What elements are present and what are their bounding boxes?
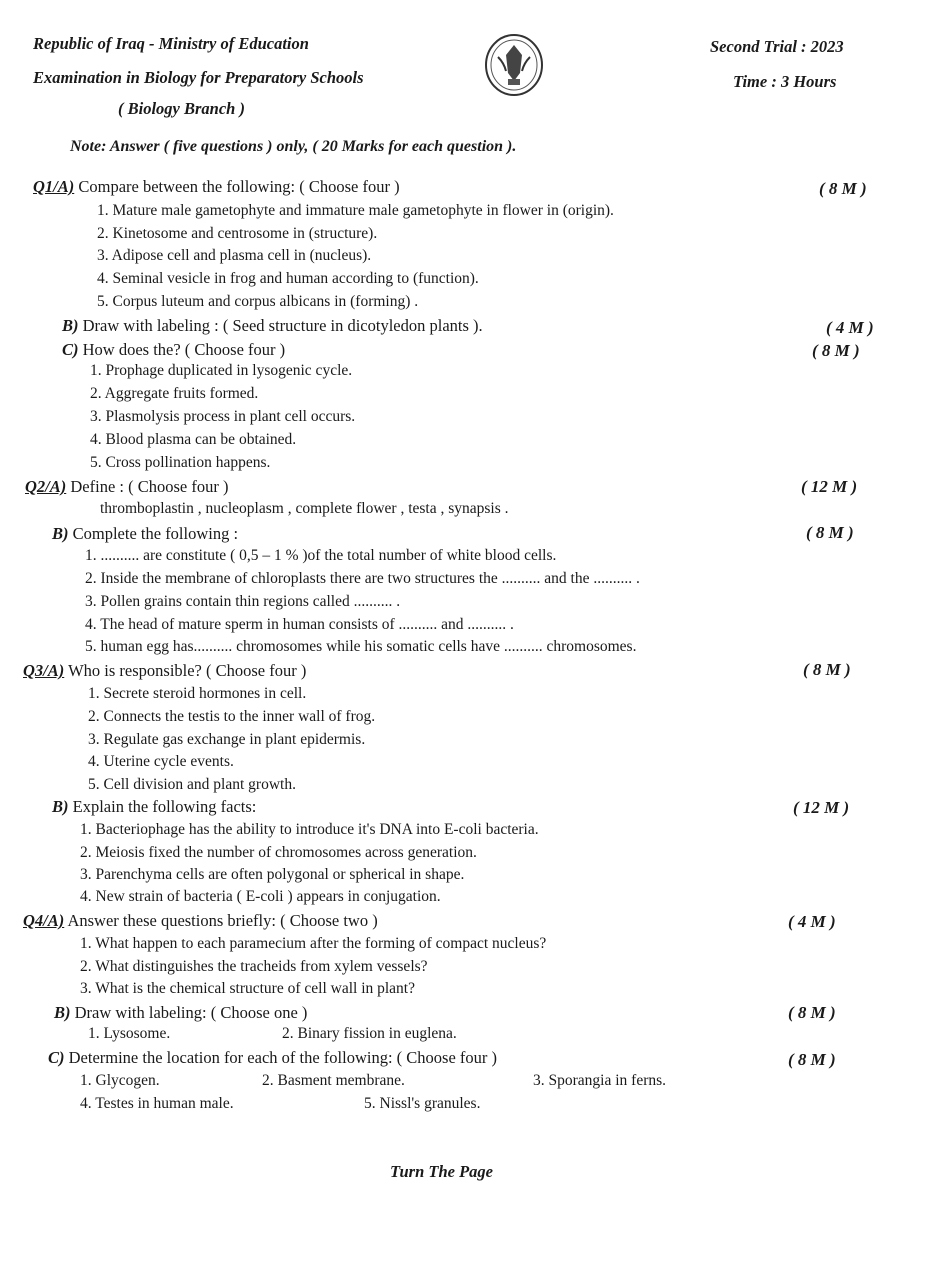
q3-b-item: 4. New strain of bacteria ( E-coli ) appears in conjugation. bbox=[80, 888, 441, 905]
q1-a-marks: ( 8 M ) bbox=[819, 179, 867, 198]
q1-c-heading bbox=[62, 340, 285, 360]
q4-a-item: 1. What happen to each paramecium after the forming of compact nucleus? bbox=[80, 935, 547, 952]
q4-c-label: C) bbox=[48, 1048, 65, 1067]
q3-b-text: Explain the following facts: bbox=[72, 797, 257, 816]
header-branch: ( Biology Branch ) bbox=[118, 99, 245, 118]
q2-b-item: 1. .......... are constitute ( 0,5 – 1 % )of the total number of white blood cells. bbox=[85, 547, 557, 564]
q4-a-text: Answer these questions briefly: ( Choose two ) bbox=[67, 911, 378, 930]
q2-b-heading bbox=[52, 524, 238, 544]
q4-c-item: 4. Testes in human male. bbox=[80, 1095, 234, 1112]
q1-c-item: 1. Prophage duplicated in lysogenic cycle. bbox=[90, 362, 353, 379]
q3-a-item: 2. Connects the testis to the inner wall of frog. bbox=[88, 708, 376, 725]
q1-b-text: Draw with labeling : ( Seed structure in dicotyledon plants ). bbox=[82, 316, 483, 335]
q1-a-item: 5. Corpus luteum and corpus albicans in (forming) . bbox=[97, 293, 419, 310]
q1-a-label: Q1/A) bbox=[33, 177, 75, 196]
q2-a-heading bbox=[25, 477, 228, 497]
q2-b-marks: ( 8 M ) bbox=[806, 523, 854, 542]
q2-b-item: 2. Inside the membrane of chloroplasts there are two structures the .......... and the .......... . bbox=[85, 570, 640, 587]
q3-a-item: 3. Regulate gas exchange in plant epidermis. bbox=[88, 731, 366, 748]
q1-c-item: 2. Aggregate fruits formed. bbox=[90, 385, 259, 402]
q2-b-item: 5. human egg has.......... chromosomes while his somatic cells have .......... chromosomes. bbox=[85, 638, 637, 655]
q3-b-item: 1. Bacteriophage has the ability to introduce it's DNA into E-coli bacteria. bbox=[80, 821, 539, 838]
header-exam-title: Examination in Biology for Preparatory Schools bbox=[33, 68, 364, 87]
q4-c-item: 3. Sporangia in ferns. bbox=[533, 1072, 667, 1089]
q1-b-label: B) bbox=[62, 316, 79, 335]
q2-b-label: B) bbox=[52, 524, 69, 543]
q3-b-label: B) bbox=[52, 797, 69, 816]
q3-b-heading bbox=[52, 797, 256, 817]
q3-a-item: 4. Uterine cycle events. bbox=[88, 753, 234, 770]
q4-c-item: 1. Glycogen. bbox=[80, 1072, 160, 1089]
q3-a-item: 1. Secrete steroid hormones in cell. bbox=[88, 685, 307, 702]
q4-c-item: 5. Nissl's granules. bbox=[364, 1095, 481, 1112]
q1-a-heading bbox=[33, 177, 400, 197]
q1-b-marks: ( 4 M ) bbox=[826, 318, 874, 337]
q1-a-item: 4. Seminal vesicle in frog and human according to (function). bbox=[97, 270, 479, 287]
exam-note: Note: Answer ( five questions ) only, ( 20 Marks for each question ). bbox=[70, 138, 517, 155]
q2-a-text: Define : ( Choose four ) bbox=[70, 477, 229, 496]
q4-c-marks: ( 8 M ) bbox=[788, 1050, 836, 1069]
q4-b-item: 1. Lysosome. bbox=[88, 1025, 171, 1042]
q1-a-item: 1. Mature male gametophyte and immature male gametophyte in flower in (origin). bbox=[97, 202, 614, 219]
iraq-coat-of-arms-seal-icon bbox=[484, 33, 544, 97]
q2-a-marks: ( 12 M ) bbox=[801, 477, 858, 496]
q3-a-text: Who is responsible? ( Choose four ) bbox=[68, 661, 307, 680]
q1-c-item: 4. Blood plasma can be obtained. bbox=[90, 431, 297, 448]
q4-b-label: B) bbox=[54, 1003, 71, 1022]
q1-a-item: 2. Kinetosome and centrosome in (structure). bbox=[97, 225, 378, 242]
q1-c-text: How does the? ( Choose four ) bbox=[82, 340, 286, 359]
q1-b-heading bbox=[62, 316, 483, 336]
header-trial: Second Trial : 2023 bbox=[710, 37, 844, 56]
q3-a-heading bbox=[23, 661, 306, 681]
q4-a-marks: ( 4 M ) bbox=[788, 912, 836, 931]
q2-a-terms: thromboplastin , nucleoplasm , complete flower , testa , synapsis . bbox=[100, 500, 509, 517]
header-time: Time : 3 Hours bbox=[733, 72, 837, 91]
q2-b-text: Complete the following : bbox=[72, 524, 239, 543]
turn-page-footer: Turn The Page bbox=[390, 1162, 493, 1181]
q3-b-item: 2. Meiosis fixed the number of chromosomes across generation. bbox=[80, 844, 477, 861]
q1-c-marks: ( 8 M ) bbox=[812, 341, 860, 360]
q4-c-text: Determine the location for each of the following: ( Choose four ) bbox=[68, 1048, 498, 1067]
q4-b-marks: ( 8 M ) bbox=[788, 1003, 836, 1022]
q3-a-item: 5. Cell division and plant growth. bbox=[88, 776, 296, 793]
q4-a-item: 2. What distinguishes the tracheids from xylem vessels? bbox=[80, 958, 428, 975]
q1-c-item: 5. Cross pollination happens. bbox=[90, 454, 271, 471]
q2-a-label: Q2/A) bbox=[25, 477, 67, 496]
q1-c-item: 3. Plasmolysis process in plant cell occurs. bbox=[90, 408, 356, 425]
q4-a-heading bbox=[23, 911, 378, 931]
q3-b-marks: ( 12 M ) bbox=[793, 798, 850, 817]
q4-b-item: 2. Binary fission in euglena. bbox=[282, 1025, 457, 1042]
header-ministry: Republic of Iraq - Ministry of Education bbox=[33, 34, 309, 53]
q3-b-item: 3. Parenchyma cells are often polygonal or spherical in shape. bbox=[80, 866, 465, 883]
q4-a-item: 3. What is the chemical structure of cell wall in plant? bbox=[80, 980, 415, 997]
q4-c-heading bbox=[48, 1048, 497, 1068]
q4-b-heading bbox=[54, 1003, 307, 1023]
q3-a-label: Q3/A) bbox=[23, 661, 65, 680]
q2-b-item: 3. Pollen grains contain thin regions called .......... . bbox=[85, 593, 401, 610]
q4-a-label: Q4/A) bbox=[23, 911, 65, 930]
q1-c-label: C) bbox=[62, 340, 79, 359]
q2-b-item: 4. The head of mature sperm in human consists of .......... and .......... . bbox=[85, 616, 514, 633]
q4-c-item: 2. Basment membrane. bbox=[262, 1072, 405, 1089]
q1-a-item: 3. Adipose cell and plasma cell in (nucleus). bbox=[97, 247, 372, 264]
q4-b-text: Draw with labeling: ( Choose one ) bbox=[74, 1003, 308, 1022]
q3-a-marks: ( 8 M ) bbox=[803, 660, 851, 679]
q1-a-text: Compare between the following: ( Choose four ) bbox=[78, 177, 400, 196]
